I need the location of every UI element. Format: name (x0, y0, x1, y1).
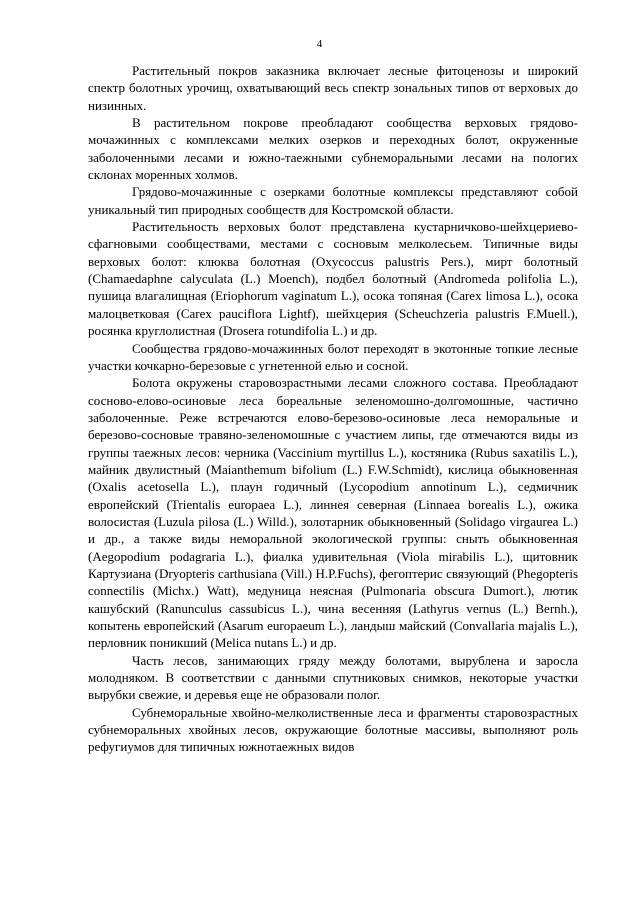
paragraph-subnemoral-forests: Субнеморальные хвойно-мелколиственные леса и фрагменты старовозрастных субнеморальных хвойных лесов, окружающие болотные массивы, выполняют роль рефугиумов для типичных южнотаежных видов (88, 704, 578, 755)
paragraph-raised-bog-species: Растительность верховых болот представлена кустарничково-шейхцериево-сфагновыми сообществами, местами с сосновым мелколесьем. Типичные виды верховых болот: клюква болотная (Oxycoccus palustris Pers.), мирт болотный (Chamaedaphne calyculata (L.) Moench), подбел болотный (Andromeda polifolia L.), пушица влагалищная (Eriophorum vaginatum L.), осока топяная (Carex limosa L.), осока малоцветковая (Carex pauciflora Lightf), шейхцерия (Scheuchzeria palustris F.Muell.), росянка круглолистная (Drosera rotundifolia L.) и др. (88, 219, 578, 339)
paragraph-vegetation-cover: Растительный покров заказника включает лесные фитоценозы и широкий спектр болотных урочищ, охватывающий весь спектр зональных типов от верховых до низинных. (88, 63, 578, 113)
paragraph-logged-forests: Часть лесов, занимающих гряду между болотами, вырублена и заросла молодняком. В соответствии с данными спутниковых снимков, некоторые участки вырубки свежие, и деревья еще не образовали полог. (88, 652, 578, 703)
document-body (88, 62, 578, 756)
paragraph-unique-complexes: Грядово-мочажинные с озерками болотные комплексы представляют собой уникальный тип природных сообществ для Костромской области. (88, 184, 578, 217)
paragraph-old-growth-forests: Болота окружены старовозрастными лесами сложного состава. Преобладают сосново-елово-осиновые леса бореальные зеленомошно-долгомошные, частично заболоченные. Реже встречаются елово-березово-осиновые леса неморальные и березово-сосновые травяно-зеленомошные с участием липы, где отмечаются виды из группы таежных лесов: черника (Vaccinium myrtillus L.), костяника (Rubus saxatilis L.), майник двулистный (Maianthemum bifolium (L.) F.W.Schmidt), кислица обыкновенная (Oxalis acetosella L.), плаун годичный (Lycopodium annotinum L.), седмичник европейский (Trientalis europaea L.), линнея северная (Linnaea borealis L.), ожика волосистая (Luzula pilosa (L.) Willd.), золотарник обыкновенный (Solidago virgaurea L.) и др., а также виды неморальной экологической группы: сныть обыкновенная (Aegopodium podagraria L.), фиалка удивительная (Viola mirabilis L.), щитовник Картузиана (Dryopteris carthusiana (Vill.) H.P.Fuchs), фегоптерис связующий (Phegopteris connectilis (Michx.) Watt), медуница неясная (Pulmonaria obscura Dumort.), лютик кашубский (Ranunculus cassubicus L.), чина весенняя (Lathyrus vernus (L.) Bernh.), копытень европейский (Asarum europaeum L.), ландыш майский (Convallaria majalis L.), перловник поникший (Melica nutans L.) и др. (88, 375, 578, 651)
page-number: 4 (316, 38, 323, 50)
paragraph-dominant-communities: В растительном покрове преобладают сообщества верховых грядово-мочажинных с комплексами мелких озерков и переходных болот, окруженные заболоченными лесами и южно-таежными субнеморальными лесами на пологих склонах моренных холмов. (88, 115, 578, 183)
paragraph-ecotone-transition: Сообщества грядово-мочажинных болот переходят в экотонные топкие лесные участки кочкарно-березовые с угнетенной елью и сосной. (88, 340, 578, 373)
